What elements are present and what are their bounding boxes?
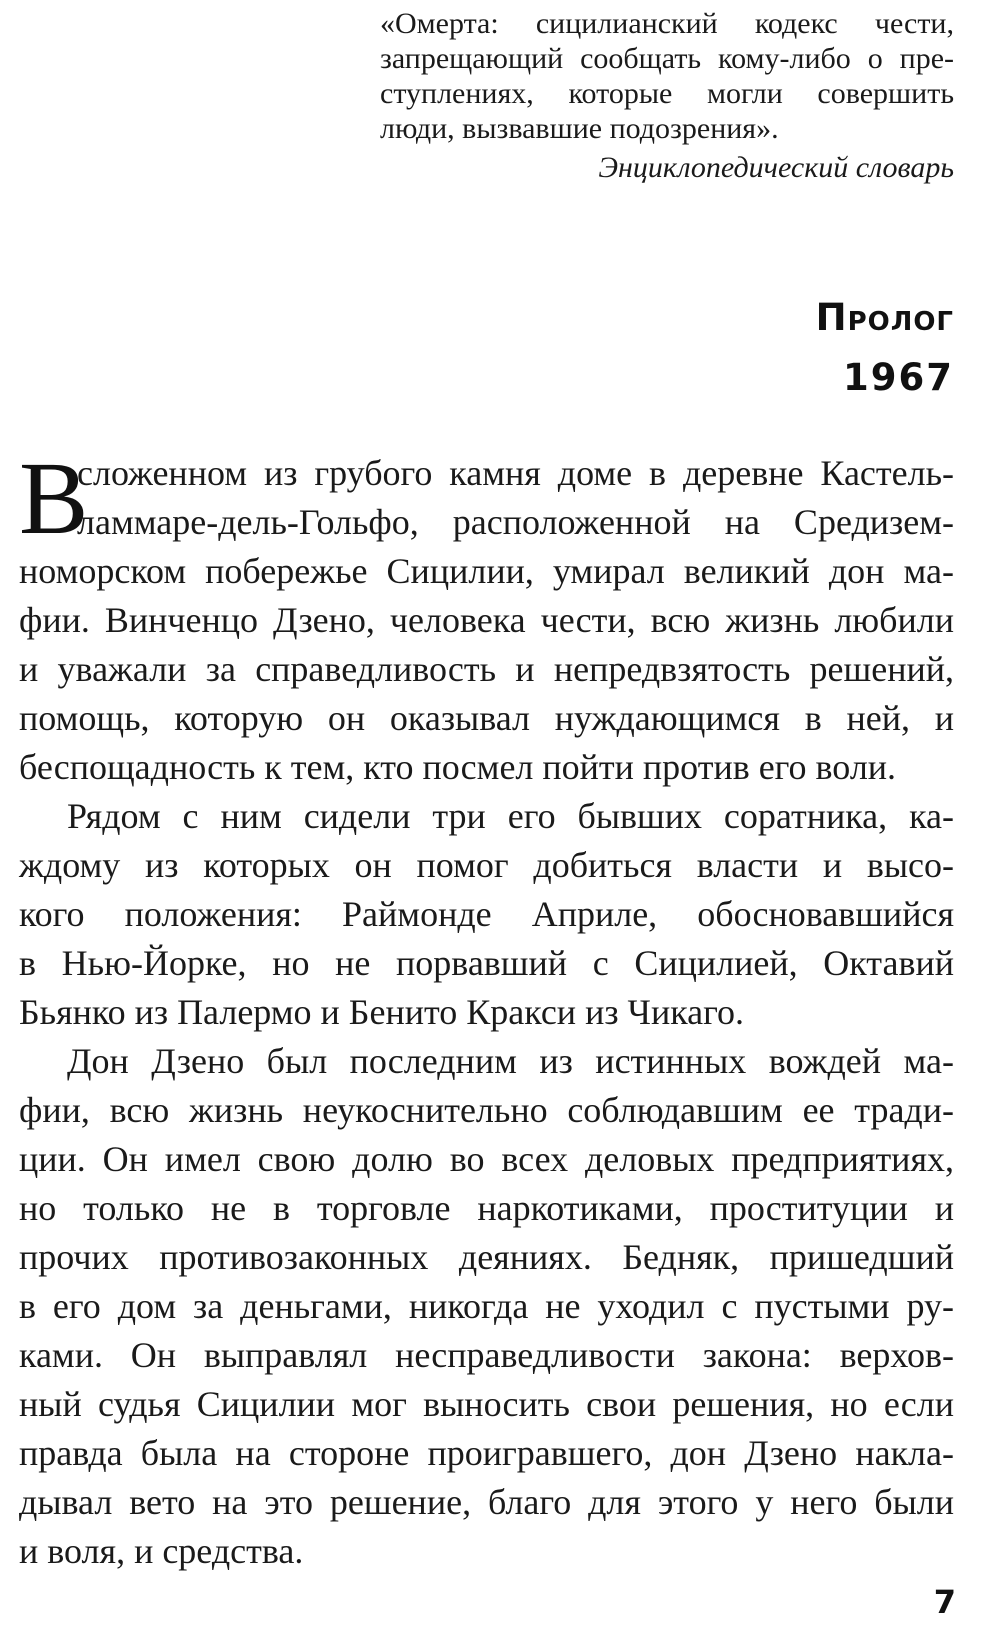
drop-cap: В [19, 441, 89, 556]
epigraph [380, 6, 954, 186]
text-line: беспощадность к тем, кто посмел пойти против его воли. [19, 747, 897, 787]
text-line: ками. Он выправлял несправедливости закона: верхов- [19, 1335, 954, 1375]
text-line: правда была на стороне проигравшего, дон Дзено накла- [19, 1433, 954, 1473]
text-line: сложенном из грубого камня доме в деревне Кастель- [77, 453, 954, 493]
text-line: в его дом за деньгами, никогда не уходил с пустыми ру- [19, 1286, 954, 1326]
text-line: в Нью-Йорке, но не порвавший с Сицилией, Октавий [19, 943, 954, 983]
text-line: ламмаре-дель-Гольфо, расположенной на Средизем- [77, 502, 954, 542]
text-line: помощь, которую он оказывал нуждающимся в ней, и [19, 698, 954, 738]
epigraph-line: ступлениях, которые могли совершить [380, 77, 954, 110]
text-line: и воля, и средства. [19, 1531, 304, 1571]
text-line: ный судья Сицилии мог выносить свои решения, но если [19, 1384, 954, 1424]
text-line: и уважали за справедливость и непредвзятость решений, [19, 649, 954, 689]
body-text [19, 441, 954, 1576]
chapter-title: Пролог [815, 296, 954, 339]
page-number: 7 [933, 1583, 956, 1621]
text-line: Бьянко из Палермо и Бенито Кракси из Чикаго. [19, 992, 745, 1032]
epigraph-source: Энциклопедический словарь [598, 151, 954, 184]
text-line: фии, всю жизнь неукоснительно соблюдавшим ее тради- [19, 1090, 954, 1130]
text-line: фии. Винченцо Дзено, человека чести, всю жизнь любили [19, 600, 954, 640]
text-line: но только не в торговле наркотиками, проституции и [19, 1188, 954, 1228]
epigraph-line: люди, вызвавшие подозрения». [380, 112, 779, 145]
text-line: Дон Дзено был последним из истинных вождей ма- [67, 1041, 954, 1081]
epigraph-line: «Омерта: сицилианский кодекс чести, [380, 7, 954, 40]
text-line: дывал вето на это решение, благо для этого у него были [19, 1482, 954, 1522]
text-line: ждому из которых он помог добиться власти и высо- [19, 845, 954, 885]
text-line: прочих противозаконных деяниях. Бедняк, пришедший [19, 1237, 954, 1277]
text-line: кого положения: Раймонде Априле, обосновавшийся [19, 894, 954, 934]
text-line: номорском побережье Сицилии, умирал великий дон ма- [19, 551, 954, 591]
epigraph-line: запрещающий сообщать кому-либо о пре- [380, 42, 954, 75]
chapter-year: 1967 [843, 356, 954, 399]
text-line: Рядом с ним сидели три его бывших соратника, ка- [67, 796, 954, 836]
text-line: ции. Он имел свою долю во всех деловых предприятиях, [19, 1139, 954, 1179]
